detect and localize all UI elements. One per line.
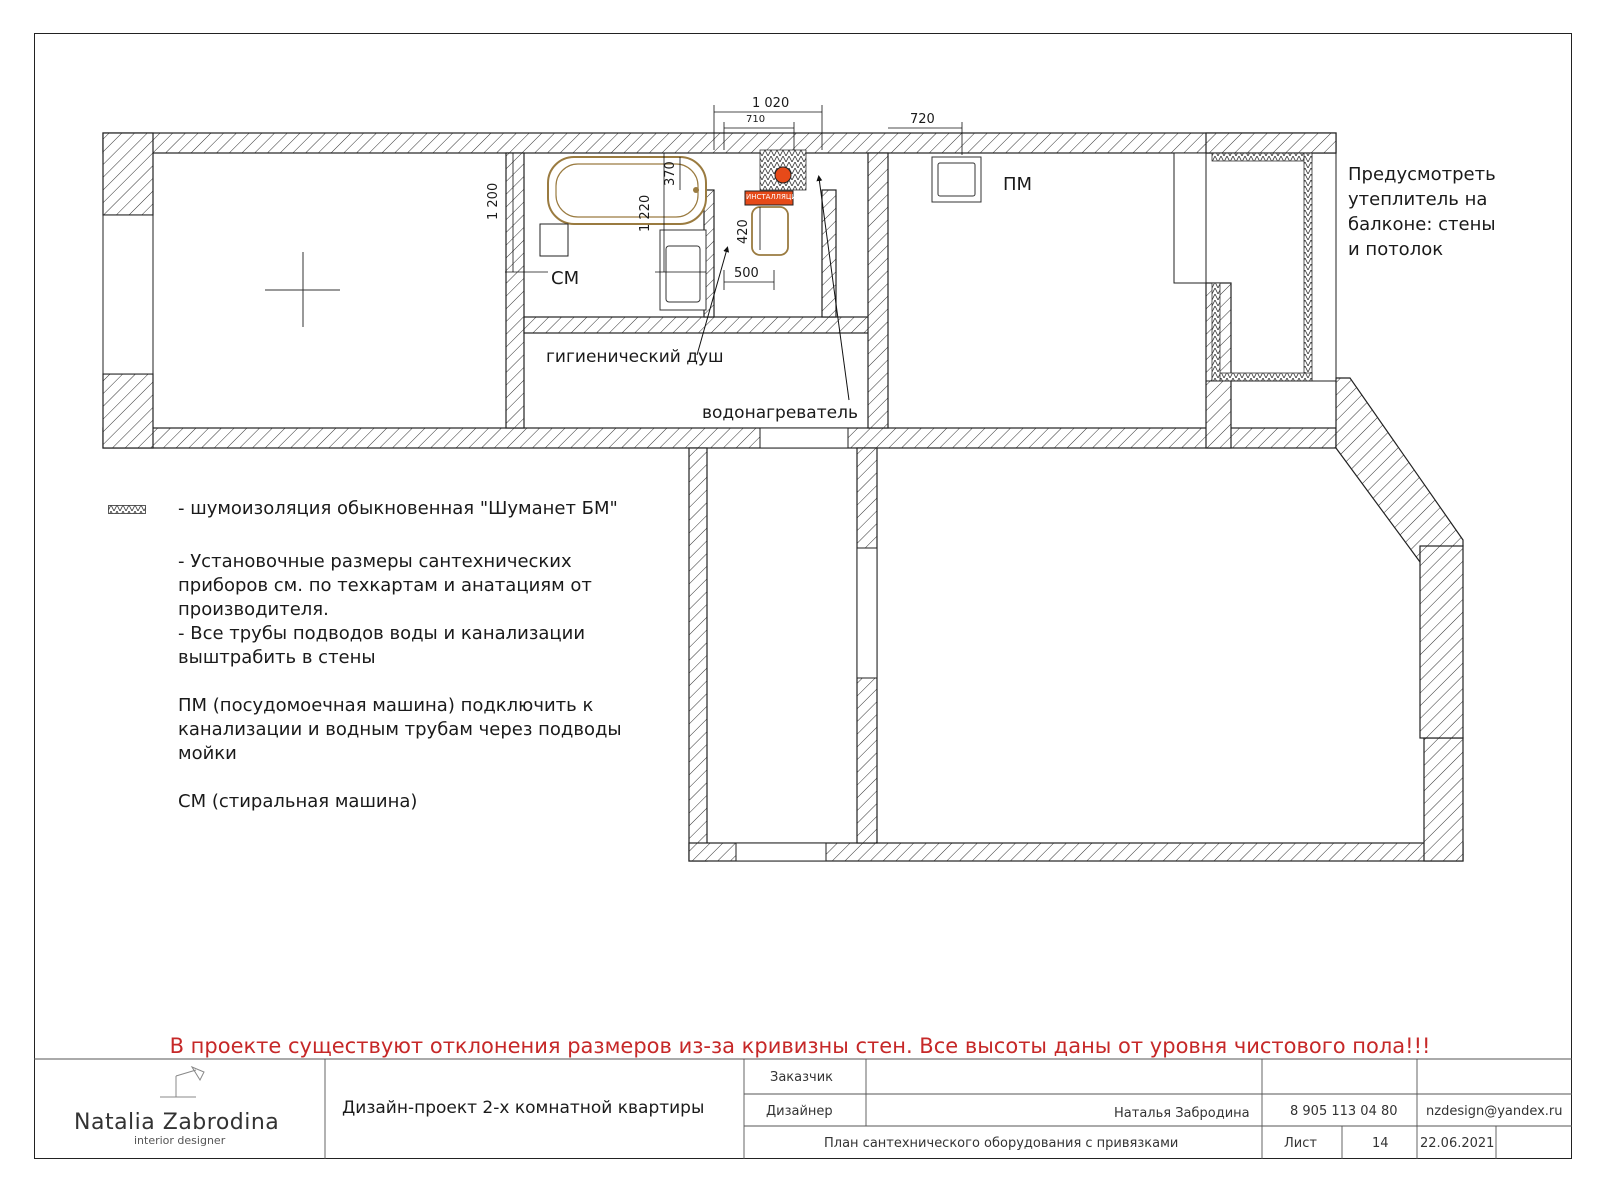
sheet-title: План сантехнического оборудования с привязками xyxy=(824,1136,1179,1151)
note-line: приборов см. по техкартам и анатациям от xyxy=(178,575,592,596)
pm-label: ПМ xyxy=(1003,174,1033,195)
water-heater-label: водонагреватель xyxy=(702,403,858,423)
logo-name: Natalia Zabrodina xyxy=(74,1110,280,1135)
installation-label: ИНСТАЛЛЯЦИЯ xyxy=(746,193,802,201)
hygienic-shower-label: гигиенический душ xyxy=(546,347,724,367)
cm-label: СМ xyxy=(551,268,580,289)
sheet-number: 14 xyxy=(1372,1136,1389,1151)
warning-text: В проекте существуют отклонения размеров из-за кривизны стен. Все высоты даны от уровня чистового пола!!! xyxy=(169,1034,1431,1058)
note-line: канализации и водным трубам через подводы xyxy=(178,719,622,740)
balcony-note-line: Предусмотреть xyxy=(1348,164,1496,185)
logo-subtitle: interior designer xyxy=(134,1134,226,1147)
balcony-note-line: утеплитель на xyxy=(1348,189,1488,210)
note-line: - Все трубы подводов воды и канализации xyxy=(178,623,586,644)
designer-label: Дизайнер xyxy=(766,1104,833,1119)
dim-1200-label: 1 200 xyxy=(486,182,501,220)
designer-email: nzdesign@yandex.ru xyxy=(1426,1104,1563,1119)
project-title: Дизайн-проект 2-х комнатной квартиры xyxy=(342,1098,705,1118)
dim-1020-label: 1 020 xyxy=(752,96,790,111)
dim-500-label: 500 xyxy=(734,266,759,281)
soundproof-legend-text: - шумоизоляция обыкновенная "Шуманет БМ" xyxy=(178,498,618,519)
customer-label: Заказчик xyxy=(770,1070,834,1085)
note-line: ПМ (посудомоечная машина) подключить к xyxy=(178,695,594,716)
dim-370-label: 370 xyxy=(663,161,678,186)
balcony-note-line: балконе: стены xyxy=(1348,214,1496,235)
designer-name: Наталья Забродина xyxy=(1114,1106,1250,1121)
dim-420-label: 420 xyxy=(736,219,751,244)
note-line: - Установочные размеры сантехнических xyxy=(178,551,572,572)
balcony-note-line: и потолок xyxy=(1348,239,1444,260)
sheet-date: 22.06.2021 xyxy=(1420,1136,1495,1151)
dim-710-label: 710 xyxy=(746,114,766,125)
designer-phone: 8 905 113 04 80 xyxy=(1290,1104,1398,1119)
logo-lamp-icon xyxy=(160,1067,204,1097)
note-line: мойки xyxy=(178,743,237,764)
sheet-label: Лист xyxy=(1284,1136,1317,1151)
note-line: выштрабить в стены xyxy=(178,647,376,668)
dim-1220-label: 1 220 xyxy=(638,194,653,232)
dim-720-label: 720 xyxy=(910,112,935,127)
note-line: производителя. xyxy=(178,599,329,620)
note-line: СМ (стиральная машина) xyxy=(178,791,418,812)
